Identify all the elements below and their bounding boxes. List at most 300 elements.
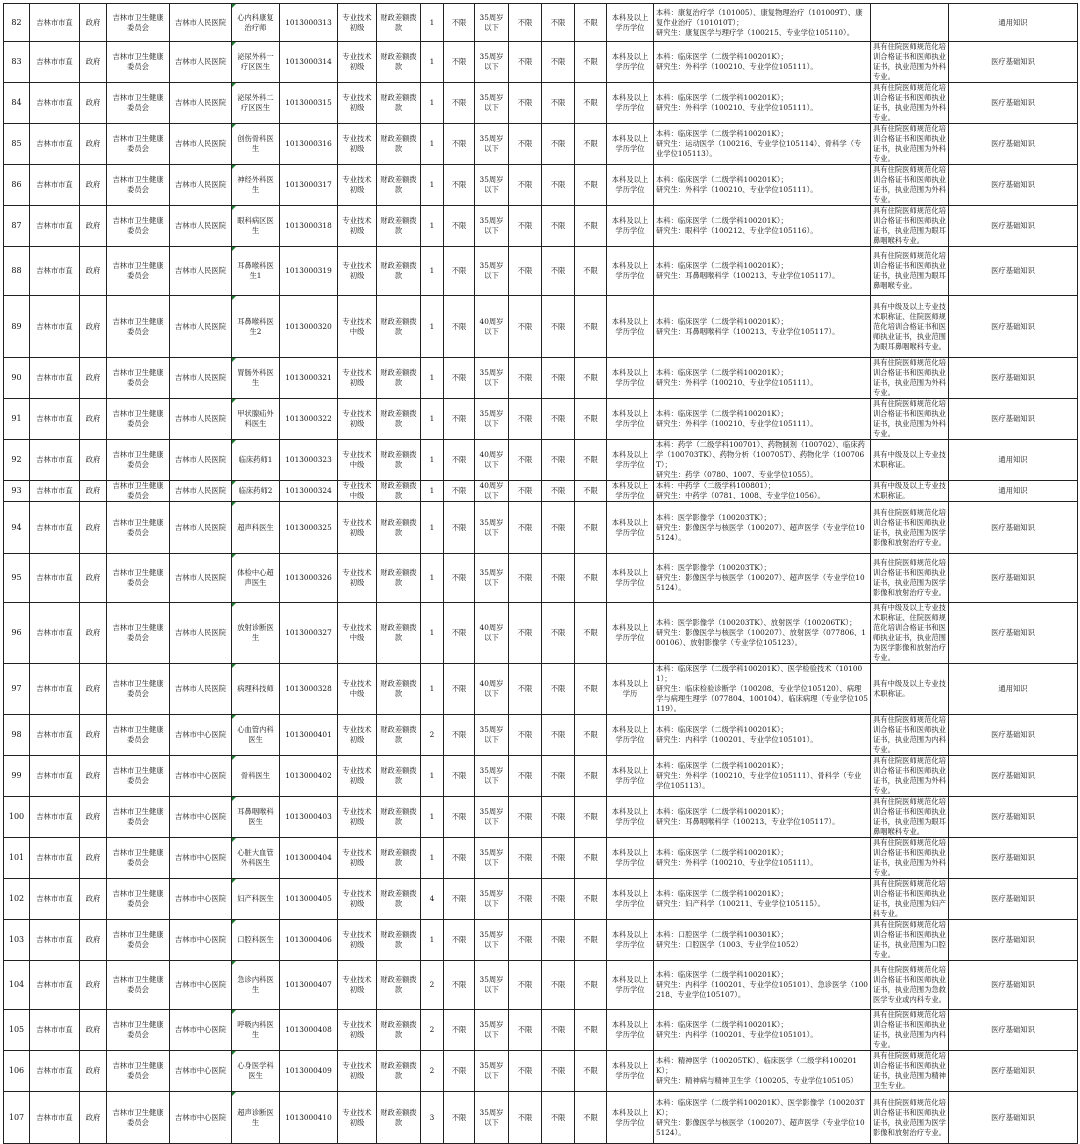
cell-department: 吉林市卫生健康委员会: [107, 42, 170, 83]
cell-region: 吉林市市直: [30, 4, 80, 42]
cell-other-requirements: 具有住院医师规范化培训合格证书和医师执业证书，执业范围为医学影像和放射治疗专业。: [871, 1092, 949, 1144]
cell-political-status: 不限: [575, 42, 607, 83]
cell-political-status: 不限: [575, 664, 607, 715]
cell-level: 政府: [80, 961, 107, 1010]
cell-age: 35周岁以下: [475, 206, 509, 247]
cell-exam-subject: 医疗基础知识: [949, 838, 1078, 879]
cell-ethnicity: 不限: [509, 206, 542, 247]
cell-headcount: 1: [421, 920, 444, 961]
cell-post-code: 1013000326: [280, 554, 338, 603]
cell-department: 吉林市卫生健康委员会: [107, 296, 170, 358]
cell-gender: 不限: [444, 603, 475, 664]
cell-headcount: 1: [421, 756, 444, 797]
cell-region: 吉林市市直: [30, 715, 80, 756]
cell-other-requirements: 具有住院医师规范化培训合格证书和医师执业证书，执业范围为外科专业。: [871, 838, 949, 879]
cell-ethnicity: 不限: [509, 124, 542, 165]
cell-exam-subject: 医疗基础知识: [949, 83, 1078, 124]
cell-post-code: 1013000313: [280, 4, 338, 42]
cell-political-status: 不限: [575, 83, 607, 124]
cell-level: 政府: [80, 4, 107, 42]
cell-residence: 不限: [542, 4, 575, 42]
cell-level: 政府: [80, 879, 107, 920]
cell-exam-subject: 通用知识: [949, 440, 1078, 481]
cell-gender: 不限: [444, 554, 475, 603]
cell-funding: 财政差额拨款: [377, 124, 421, 165]
cell-department: 吉林市卫生健康委员会: [107, 1092, 170, 1144]
cell-education: 本科及以上学历学位: [607, 879, 654, 920]
cell-level: 政府: [80, 296, 107, 358]
cell-exam-subject: 医疗基础知识: [949, 1051, 1078, 1092]
cell-serial-number: 103: [4, 920, 30, 961]
cell-post-name: 放射诊断医生: [232, 603, 280, 664]
cell-age: 35周岁以下: [475, 879, 509, 920]
cell-age: 35周岁以下: [475, 1051, 509, 1092]
cell-age: 35周岁以下: [475, 554, 509, 603]
cell-department: 吉林市卫生健康委员会: [107, 124, 170, 165]
cell-post-code: 1013000406: [280, 920, 338, 961]
cell-unit: 吉林市人民医院: [170, 603, 232, 664]
cell-level: 政府: [80, 440, 107, 481]
cell-gender: 不限: [444, 920, 475, 961]
cell-serial-number: 82: [4, 4, 30, 42]
cell-political-status: 不限: [575, 165, 607, 206]
table-row: [4, 247, 1078, 296]
cell-department: 吉林市卫生健康委员会: [107, 664, 170, 715]
cell-exam-subject: 医疗基础知识: [949, 1010, 1078, 1051]
cell-exam-subject: 医疗基础知识: [949, 42, 1078, 83]
cell-ethnicity: 不限: [509, 1051, 542, 1092]
cell-other-requirements: 具有住院医师规范化培训合格证书和医师执业证书，执业范围为内科专业。: [871, 1010, 949, 1051]
cell-other-requirements: 具有住院医师规范化培训合格证书和医师执业证书，执业范围为妇产科专业。: [871, 879, 949, 920]
cell-region: 吉林市市直: [30, 502, 80, 554]
cell-serial-number: 100: [4, 797, 30, 838]
cell-residence: 不限: [542, 756, 575, 797]
cell-post-code: 1013000328: [280, 664, 338, 715]
cell-residence: 不限: [542, 1051, 575, 1092]
table-row: [4, 42, 1078, 83]
table-row: [4, 664, 1078, 715]
cell-funding: 财政差额拨款: [377, 296, 421, 358]
cell-department: 吉林市卫生健康委员会: [107, 247, 170, 296]
cell-serial-number: 101: [4, 838, 30, 879]
cell-education: 本科及以上学历学位: [607, 83, 654, 124]
cell-gender: 不限: [444, 797, 475, 838]
cell-funding: 财政差额拨款: [377, 920, 421, 961]
cell-gender: 不限: [444, 83, 475, 124]
cell-age: 35周岁以下: [475, 502, 509, 554]
table-row: [4, 1092, 1078, 1144]
cell-major: 本科：药学（二级学科100701）、药物制剂（100702）、临床药学（100703TK）、药物分析（100705T）、药物化学（100706T）； 研究生：药学（0780、1007、专业学位1055）。: [654, 440, 871, 481]
cell-major: 本科：临床医学（二级学科100201K）； 研究生：外科学（100210、专业学位105111）。: [654, 83, 871, 124]
cell-post-name: 体检中心超声医生: [232, 554, 280, 603]
cell-level: 政府: [80, 124, 107, 165]
cell-serial-number: 99: [4, 756, 30, 797]
cell-funding: 财政差额拨款: [377, 664, 421, 715]
cell-age: 40周岁以下: [475, 481, 509, 502]
cell-residence: 不限: [542, 961, 575, 1010]
cell-unit: 吉林市人民医院: [170, 481, 232, 502]
cell-unit: 吉林市人民医院: [170, 296, 232, 358]
cell-department: 吉林市卫生健康委员会: [107, 165, 170, 206]
cell-post-name: 呼吸内科医生: [232, 1010, 280, 1051]
table-row: [4, 124, 1078, 165]
cell-level: 政府: [80, 838, 107, 879]
cell-post-type: 专业技术初级: [338, 4, 377, 42]
cell-major: 本科：临床医学（二级学科100201K）； 研究生：外科学（100210、专业学位105111）。: [654, 838, 871, 879]
cell-education: 本科及以上学历学位: [607, 481, 654, 502]
table-row: [4, 296, 1078, 358]
cell-post-code: 1013000319: [280, 247, 338, 296]
cell-unit: 吉林市人民医院: [170, 83, 232, 124]
cell-post-name: 骨科医生: [232, 756, 280, 797]
cell-post-type: 专业技术初级: [338, 42, 377, 83]
cell-ethnicity: 不限: [509, 603, 542, 664]
cell-major: 本科：临床医学（二级学科100201K）； 研究生：外科学（100210、专业学位105111）。: [654, 399, 871, 440]
cell-gender: 不限: [444, 879, 475, 920]
cell-region: 吉林市市直: [30, 879, 80, 920]
cell-political-status: 不限: [575, 1092, 607, 1144]
cell-residence: 不限: [542, 715, 575, 756]
cell-ethnicity: 不限: [509, 756, 542, 797]
cell-major: 本科：医学影像学（100203TK）； 研究生：影像医学与核医学（100207）、超声医学（专业学位105124）。: [654, 502, 871, 554]
cell-exam-subject: 医疗基础知识: [949, 358, 1078, 399]
cell-headcount: 1: [421, 124, 444, 165]
cell-post-code: 1013000320: [280, 296, 338, 358]
cell-post-name: 泌尿外科一疗区医生: [232, 42, 280, 83]
cell-education: 本科及以上学历学位: [607, 1092, 654, 1144]
cell-post-code: 1013000318: [280, 206, 338, 247]
cell-headcount: 2: [421, 715, 444, 756]
cell-post-name: 心身医学科医生: [232, 1051, 280, 1092]
cell-department: 吉林市卫生健康委员会: [107, 4, 170, 42]
cell-region: 吉林市市直: [30, 165, 80, 206]
cell-political-status: 不限: [575, 756, 607, 797]
cell-exam-subject: 医疗基础知识: [949, 715, 1078, 756]
cell-other-requirements: 具有住院医师规范化培训合格证书和医师执业证书，执业范围为外科专业。: [871, 83, 949, 124]
cell-funding: 财政差额拨款: [377, 4, 421, 42]
table-row: [4, 83, 1078, 124]
cell-post-type: 专业技术初级: [338, 399, 377, 440]
cell-residence: 不限: [542, 399, 575, 440]
cell-major: 本科：中药学（二级学科100801）； 研究生：中药学（0781、1008、专业学位1056）。: [654, 481, 871, 502]
cell-gender: 不限: [444, 756, 475, 797]
cell-region: 吉林市市直: [30, 358, 80, 399]
cell-age: 35周岁以下: [475, 165, 509, 206]
cell-gender: 不限: [444, 1092, 475, 1144]
cell-headcount: 1: [421, 206, 444, 247]
cell-region: 吉林市市直: [30, 296, 80, 358]
cell-headcount: 1: [421, 664, 444, 715]
cell-post-name: 创伤骨科医生: [232, 124, 280, 165]
cell-post-code: 1013000315: [280, 83, 338, 124]
cell-exam-subject: 医疗基础知识: [949, 124, 1078, 165]
cell-ethnicity: 不限: [509, 1010, 542, 1051]
cell-political-status: 不限: [575, 920, 607, 961]
cell-gender: 不限: [444, 961, 475, 1010]
cell-level: 政府: [80, 399, 107, 440]
cell-education: 本科及以上学历学位: [607, 715, 654, 756]
cell-ethnicity: 不限: [509, 399, 542, 440]
cell-funding: 财政差额拨款: [377, 440, 421, 481]
cell-political-status: 不限: [575, 961, 607, 1010]
cell-other-requirements: 具有中级及以上专业技术职称证、住院医师规范化培训合格证书和医师执业证书，执业范围为医学影像和放射治疗专业。: [871, 603, 949, 664]
table-row: [4, 920, 1078, 961]
cell-post-name: 耳鼻喉科医生1: [232, 247, 280, 296]
cell-region: 吉林市市直: [30, 440, 80, 481]
table-row: [4, 358, 1078, 399]
cell-other-requirements: 具有中级及以上专业技术职称证。: [871, 481, 949, 502]
cell-serial-number: 93: [4, 481, 30, 502]
cell-unit: 吉林市人民医院: [170, 4, 232, 42]
cell-age: 35周岁以下: [475, 1092, 509, 1144]
cell-political-status: 不限: [575, 358, 607, 399]
cell-headcount: 2: [421, 961, 444, 1010]
cell-gender: 不限: [444, 42, 475, 83]
cell-post-name: 临床药师2: [232, 481, 280, 502]
cell-residence: 不限: [542, 124, 575, 165]
cell-other-requirements: 具有住院医师规范化培训合格证书和医师执业证书，执业范围为眼耳鼻咽喉科专业。: [871, 797, 949, 838]
cell-unit: 吉林市人民医院: [170, 358, 232, 399]
cell-post-code: 1013000402: [280, 756, 338, 797]
cell-major: 本科：临床医学（二级学科100201K）； 研究生：耳鼻咽喉科学（100213、专业学位105117）。: [654, 797, 871, 838]
cell-headcount: 1: [421, 247, 444, 296]
cell-post-name: 甲状腺疝外科医生: [232, 399, 280, 440]
cell-education: 本科及以上学历学位: [607, 4, 654, 42]
cell-ethnicity: 不限: [509, 1092, 542, 1144]
cell-unit: 吉林市人民医院: [170, 399, 232, 440]
cell-major: 本科：临床医学（二级学科100201K）； 研究生：运动医学（100216、专业学位105114）、骨科学（专业学位105113）。: [654, 124, 871, 165]
cell-residence: 不限: [542, 42, 575, 83]
cell-level: 政府: [80, 358, 107, 399]
cell-major: 本科：临床医学（二级学科100201K）； 研究生：内科学（100201、专业学位105101）、急诊医学（100218、专业学位105107）。: [654, 961, 871, 1010]
cell-post-type: 专业技术初级: [338, 502, 377, 554]
cell-major: 本科：临床医学（二级学科100201K）； 研究生：内科学（100201、专业学位105101）。: [654, 1010, 871, 1051]
cell-exam-subject: 医疗基础知识: [949, 961, 1078, 1010]
cell-ethnicity: 不限: [509, 42, 542, 83]
cell-post-name: 妇产科医生: [232, 879, 280, 920]
cell-post-type: 专业技术初级: [338, 247, 377, 296]
cell-major: 本科：口腔医学（二级学科100301K）； 研究生：口腔医学（1003、专业学位1052）: [654, 920, 871, 961]
cell-region: 吉林市市直: [30, 664, 80, 715]
cell-post-code: 1013000401: [280, 715, 338, 756]
cell-ethnicity: 不限: [509, 83, 542, 124]
cell-political-status: 不限: [575, 206, 607, 247]
cell-funding: 财政差额拨款: [377, 165, 421, 206]
cell-residence: 不限: [542, 664, 575, 715]
cell-age: 35周岁以下: [475, 42, 509, 83]
cell-gender: 不限: [444, 1051, 475, 1092]
cell-headcount: 2: [421, 1051, 444, 1092]
cell-ethnicity: 不限: [509, 715, 542, 756]
cell-headcount: 1: [421, 838, 444, 879]
cell-unit: 吉林市中心医院: [170, 1010, 232, 1051]
cell-funding: 财政差额拨款: [377, 481, 421, 502]
cell-serial-number: 89: [4, 296, 30, 358]
cell-age: 35周岁以下: [475, 838, 509, 879]
cell-post-code: 1013000324: [280, 481, 338, 502]
cell-age: 35周岁以下: [475, 756, 509, 797]
cell-residence: 不限: [542, 838, 575, 879]
cell-major: 本科：临床医学（二级学科100201K）、医学影像学（100203TK）； 研究生：影像医学与核医学（100207）、超声医学（专业学位105124）。: [654, 1092, 871, 1144]
cell-other-requirements: 具有住院医师规范化培训合格证书和医师执业证书，执业范围为眼耳鼻咽喉科专业。: [871, 206, 949, 247]
cell-residence: 不限: [542, 440, 575, 481]
cell-serial-number: 106: [4, 1051, 30, 1092]
cell-education: 本科及以上学历学位: [607, 247, 654, 296]
cell-major: 本科：临床医学（二级学科100201K）； 研究生：外科学（100210、专业学位105111）。: [654, 358, 871, 399]
cell-residence: 不限: [542, 879, 575, 920]
cell-serial-number: 95: [4, 554, 30, 603]
cell-age: 35周岁以下: [475, 124, 509, 165]
table-row: [4, 481, 1078, 502]
cell-department: 吉林市卫生健康委员会: [107, 961, 170, 1010]
cell-region: 吉林市市直: [30, 83, 80, 124]
cell-education: 本科及以上学历学位: [607, 838, 654, 879]
cell-serial-number: 96: [4, 603, 30, 664]
cell-ethnicity: 不限: [509, 554, 542, 603]
cell-ethnicity: 不限: [509, 481, 542, 502]
cell-post-type: 专业技术初级: [338, 756, 377, 797]
cell-unit: 吉林市人民医院: [170, 502, 232, 554]
cell-exam-subject: 通用知识: [949, 4, 1078, 42]
cell-level: 政府: [80, 481, 107, 502]
table-row: [4, 756, 1078, 797]
cell-post-type: 专业技术初级: [338, 879, 377, 920]
cell-exam-subject: 医疗基础知识: [949, 165, 1078, 206]
cell-serial-number: 102: [4, 879, 30, 920]
cell-education: 本科及以上学历学位: [607, 502, 654, 554]
cell-exam-subject: 医疗基础知识: [949, 879, 1078, 920]
cell-post-type: 专业技术初级: [338, 920, 377, 961]
cell-post-type: 专业技术初级: [338, 206, 377, 247]
cell-other-requirements: 具有中级及以上专业技术职称证。: [871, 440, 949, 481]
cell-region: 吉林市市直: [30, 399, 80, 440]
cell-level: 政府: [80, 756, 107, 797]
cell-post-type: 专业技术中级: [338, 603, 377, 664]
cell-exam-subject: 医疗基础知识: [949, 797, 1078, 838]
cell-major: 本科：临床医学（二级学科100201K）； 研究生：外科学（100210、专业学位105111）。: [654, 42, 871, 83]
cell-unit: 吉林市人民医院: [170, 247, 232, 296]
cell-unit: 吉林市人民医院: [170, 42, 232, 83]
cell-region: 吉林市市直: [30, 961, 80, 1010]
cell-funding: 财政差额拨款: [377, 1092, 421, 1144]
cell-ethnicity: 不限: [509, 296, 542, 358]
cell-other-requirements: 具有中级及以上专业技术职称证。: [871, 664, 949, 715]
cell-serial-number: 92: [4, 440, 30, 481]
cell-headcount: 1: [421, 797, 444, 838]
cell-department: 吉林市卫生健康委员会: [107, 481, 170, 502]
cell-major: 本科：临床医学（二级学科100201K）； 研究生：外科学（100210、专业学位105111）。: [654, 165, 871, 206]
cell-residence: 不限: [542, 920, 575, 961]
cell-serial-number: 98: [4, 715, 30, 756]
cell-post-code: 1013000409: [280, 1051, 338, 1092]
cell-post-type: 专业技术初级: [338, 961, 377, 1010]
cell-ethnicity: 不限: [509, 358, 542, 399]
cell-unit: 吉林市中心医院: [170, 879, 232, 920]
cell-major: 本科：临床医学（二级学科100201K）； 研究生：眼科学（100212、专业学位105116）。: [654, 206, 871, 247]
cell-region: 吉林市市直: [30, 1010, 80, 1051]
cell-serial-number: 87: [4, 206, 30, 247]
cell-level: 政府: [80, 715, 107, 756]
cell-political-status: 不限: [575, 4, 607, 42]
cell-age: 35周岁以下: [475, 920, 509, 961]
cell-ethnicity: 不限: [509, 440, 542, 481]
cell-political-status: 不限: [575, 1010, 607, 1051]
cell-region: 吉林市市直: [30, 481, 80, 502]
cell-unit: 吉林市人民医院: [170, 440, 232, 481]
cell-exam-subject: 医疗基础知识: [949, 920, 1078, 961]
cell-age: 35周岁以下: [475, 399, 509, 440]
cell-exam-subject: 医疗基础知识: [949, 603, 1078, 664]
cell-gender: 不限: [444, 206, 475, 247]
cell-post-code: 1013000327: [280, 603, 338, 664]
cell-post-type: 专业技术中级: [338, 440, 377, 481]
cell-education: 本科及以上学历学位: [607, 440, 654, 481]
cell-post-name: 耳鼻喉科医生2: [232, 296, 280, 358]
cell-region: 吉林市市直: [30, 797, 80, 838]
cell-age: 35周岁以下: [475, 1010, 509, 1051]
cell-post-name: 神经外科医生: [232, 165, 280, 206]
cell-serial-number: 104: [4, 961, 30, 1010]
table-row: [4, 4, 1078, 42]
cell-post-type: 专业技术中级: [338, 296, 377, 358]
table-row: [4, 838, 1078, 879]
cell-region: 吉林市市直: [30, 920, 80, 961]
cell-other-requirements: 具有住院医师规范化培训合格证书和医师执业证书，执业范围为外科专业。: [871, 124, 949, 165]
cell-ethnicity: 不限: [509, 879, 542, 920]
cell-ethnicity: 不限: [509, 961, 542, 1010]
cell-post-name: 急诊内科医生: [232, 961, 280, 1010]
cell-funding: 财政差额拨款: [377, 42, 421, 83]
cell-post-type: 专业技术中级: [338, 664, 377, 715]
cell-department: 吉林市卫生健康委员会: [107, 838, 170, 879]
cell-funding: 财政差额拨款: [377, 838, 421, 879]
cell-headcount: 3: [421, 1092, 444, 1144]
cell-other-requirements: 具有中级及以上专业技术职称证、住院医师规范化培训合格证书和医师执业证书，执业范围为眼耳鼻咽喉科专业。: [871, 296, 949, 358]
cell-gender: 不限: [444, 481, 475, 502]
cell-age: 40周岁以下: [475, 603, 509, 664]
cell-level: 政府: [80, 797, 107, 838]
cell-residence: 不限: [542, 481, 575, 502]
cell-level: 政府: [80, 920, 107, 961]
cell-major: 本科：临床医学（二级学科100201K）； 研究生：外科学（100210、专业学位105111）、骨科学（专业学位105113）。: [654, 756, 871, 797]
cell-post-type: 专业技术初级: [338, 1051, 377, 1092]
cell-serial-number: 94: [4, 502, 30, 554]
cell-department: 吉林市卫生健康委员会: [107, 1051, 170, 1092]
cell-post-name: 眼科病区医生: [232, 206, 280, 247]
cell-funding: 财政差额拨款: [377, 1051, 421, 1092]
cell-post-name: 口腔科医生: [232, 920, 280, 961]
cell-residence: 不限: [542, 502, 575, 554]
cell-post-code: 1013000322: [280, 399, 338, 440]
cell-level: 政府: [80, 1051, 107, 1092]
table-row: [4, 879, 1078, 920]
cell-unit: 吉林市人民医院: [170, 124, 232, 165]
cell-gender: 不限: [444, 1010, 475, 1051]
table-row: [4, 399, 1078, 440]
cell-level: 政府: [80, 247, 107, 296]
cell-political-status: 不限: [575, 838, 607, 879]
cell-post-name: 胃肠外科医生: [232, 358, 280, 399]
cell-level: 政府: [80, 83, 107, 124]
cell-post-type: 专业技术初级: [338, 358, 377, 399]
cell-unit: 吉林市中心医院: [170, 1092, 232, 1144]
cell-ethnicity: 不限: [509, 797, 542, 838]
cell-unit: 吉林市人民医院: [170, 165, 232, 206]
cell-exam-subject: 医疗基础知识: [949, 1092, 1078, 1144]
cell-political-status: 不限: [575, 481, 607, 502]
table-row: [4, 715, 1078, 756]
cell-other-requirements: 具有住院医师规范化培训合格证书和医师执业证书，执业范围为外科专业。: [871, 358, 949, 399]
